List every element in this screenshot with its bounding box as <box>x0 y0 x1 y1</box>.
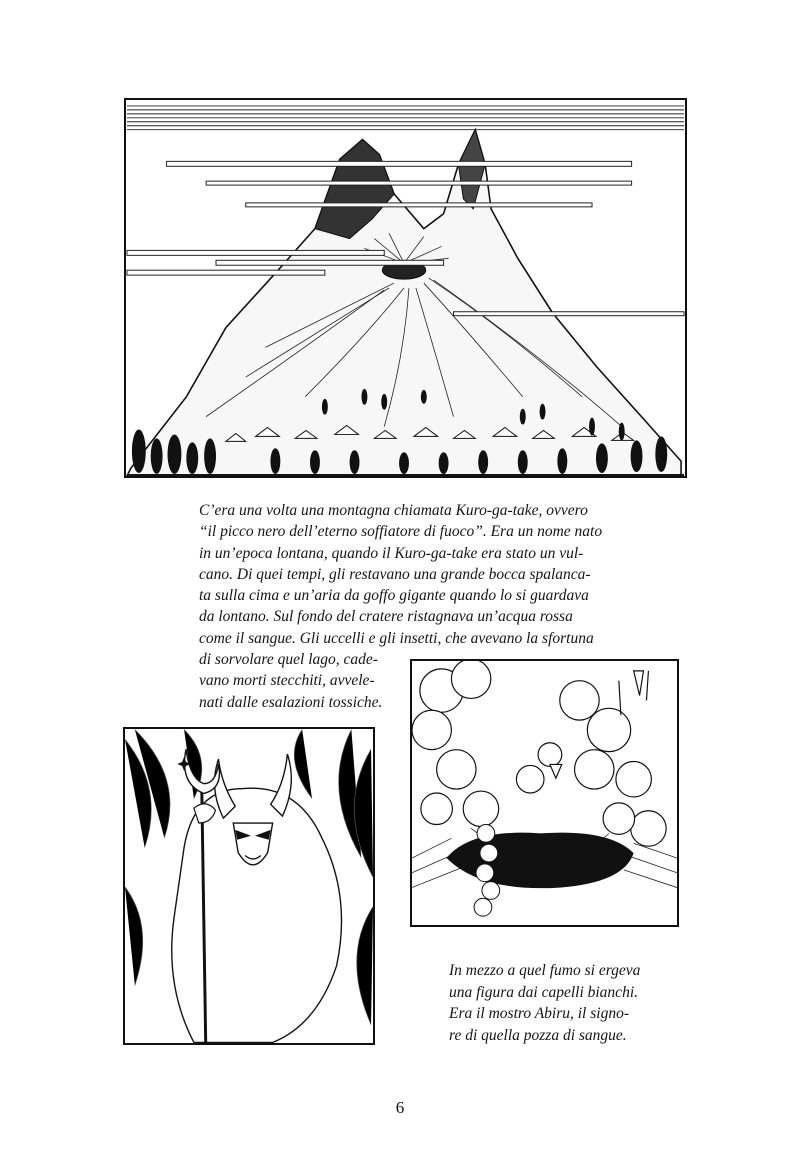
narration-line: ta sulla cima e un’aria da goffo gigante quando lo si guardava <box>199 587 589 605</box>
abiru-illustration <box>125 729 373 1043</box>
volcano-illustration <box>126 100 685 476</box>
page-number: 6 <box>395 1098 405 1117</box>
narration-line: In mezzo a quel fumo si ergeva <box>449 962 641 979</box>
narration-line: da lontano. Sul fondo del cratere ristagnava un’acqua rossa <box>199 608 573 626</box>
narration-line: C’era una volta una montagna chiamata Kuro-ga-take, ovvero <box>199 502 588 519</box>
panel-volcano <box>124 98 687 478</box>
narration-line: cano. Di quei tempi, gli restavano una grande bocca spalanca- <box>199 565 591 583</box>
narration-line: re di quella pozza di sangue. <box>449 1026 627 1044</box>
narration-bottom <box>449 960 640 1046</box>
narration-line: nati dalle esalazioni tossiche. <box>199 693 383 711</box>
narration-line: vano morti stecchiti, avvele- <box>199 672 375 690</box>
narration-line: di sorvolare quel lago, cade- <box>199 651 378 669</box>
narration-line: in un’epoca lontana, quando il Kuro-ga-take era stato un vul- <box>199 544 584 562</box>
panel-crater <box>410 659 679 927</box>
narration-line: Era il mostro Abiru, il signo- <box>449 1005 629 1022</box>
narration-line: “il picco nero dell’eterno soffiatore di fuoco”. Era un nome nato <box>199 523 603 541</box>
narration-line: come il sangue. Gli uccelli e gli insetti, che avevano la sfortuna <box>199 629 594 647</box>
panel-abiru <box>123 727 375 1045</box>
crater-illustration <box>412 661 677 925</box>
narration-line: una figura dai capelli bianchi. <box>449 983 638 1001</box>
